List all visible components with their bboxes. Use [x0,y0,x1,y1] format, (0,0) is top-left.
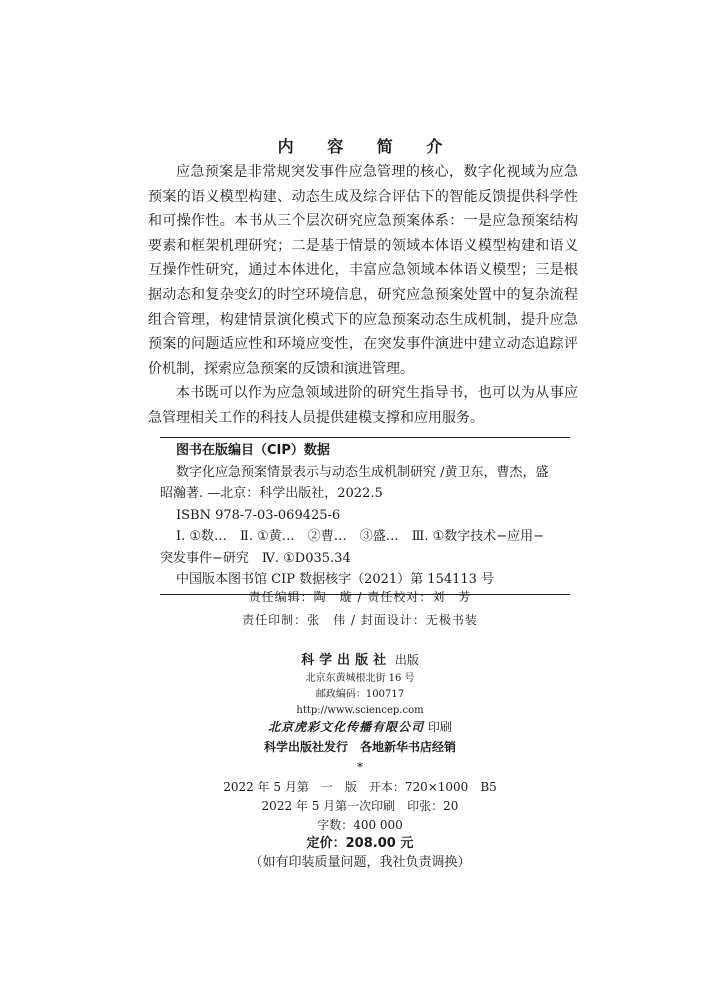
publisher-website: http://www.sciencep.com [296,705,424,716]
production-credits: 责任印制：张 伟 / 封面设计：无极书装 [242,613,478,627]
publisher-postcode: 邮政编码：100717 [315,689,405,700]
cip-heading: 图书在版编目（CIP）数据 [176,443,330,458]
printer-line [0,719,720,735]
summary-paragraph: 本书既可以作为应急领域进阶的研究生指导书，也可以为从事应急管理相关工作的科技人员提供建模支撑和应用服务。 [148,385,578,426]
cip-line: 突发事件−研究 Ⅳ. ①D035.34 [160,550,351,566]
publisher-name: 科学出版社 [301,653,392,668]
cip-line: ISBN 978-7-03-069425-6 [176,507,341,523]
quality-notice: （如有印装质量问题，我社负责调换） [249,855,471,870]
cip-line: 数字化应急预案情景表示与动态生成机制研究 /黄卫东，曹杰，盛 [176,464,549,480]
distribution-line: 科学出版社发行 各地新华书店经销 [263,740,456,754]
cip-data-block [160,437,570,595]
imprint-block [0,652,720,871]
cip-line: 昭瀚著. —北京：科学出版社，2022.5 [160,486,383,501]
editor-credits: 责任编辑：陶 璇 / 责任校对：刘 芳 [248,590,472,604]
price-label: 定价：208.00 元 [306,836,414,851]
cip-line: 中国版本图书馆 CIP 数据核字（2021）第 154113 号 [176,572,495,587]
page-title: 内 容 简 介 [277,137,457,156]
printer-suffix: 印刷 [427,720,452,734]
printing-line: 2022 年 5 月第一次印刷 印张：20 [261,799,459,813]
publisher-suffix: 出版 [394,653,419,667]
cip-line: Ⅰ. ①数… Ⅱ. ①黄… ②曹… ③盛… Ⅲ. ①数字技术−应用− [176,529,545,544]
word-count: 字数：400 000 [317,818,403,832]
publisher-address: 北京东黄城根北街 16 号 [305,673,415,684]
summary-paragraph: 应急预案是非常规突发事件应急管理的核心，数字化视域为应急预案的语义模型构建、动态生成及综合评估下的智能反馈提供科学性和可操作性。本书从三个层次研究应急预案体系：一是应急预案结构要素和框架机理研究；二是基于情景的领域本体语义模型构建和语义互操作性研究，通过本体进化，丰富应急领域本体语义模型；三是根据动态和复杂变幻的时空环境信息，研究应急预案处置中的复杂流程组合管理，构建情景演化模式下的应急预案动态生成机制，提升应急预案的问题适应性和环境应变性，在突发事件演进中建立动态追踪评价机制，探索应急预案的反馈和演进管理。 [148,164,578,377]
separator-star: * [357,760,363,774]
publisher-line [0,652,720,668]
summary-section [148,160,578,431]
printer-name: 北京虎彩文化传播有限公司 [268,720,425,734]
edition-line: 2022 年 5 月第 一 版 开本：720×1000 B5 [223,780,497,794]
